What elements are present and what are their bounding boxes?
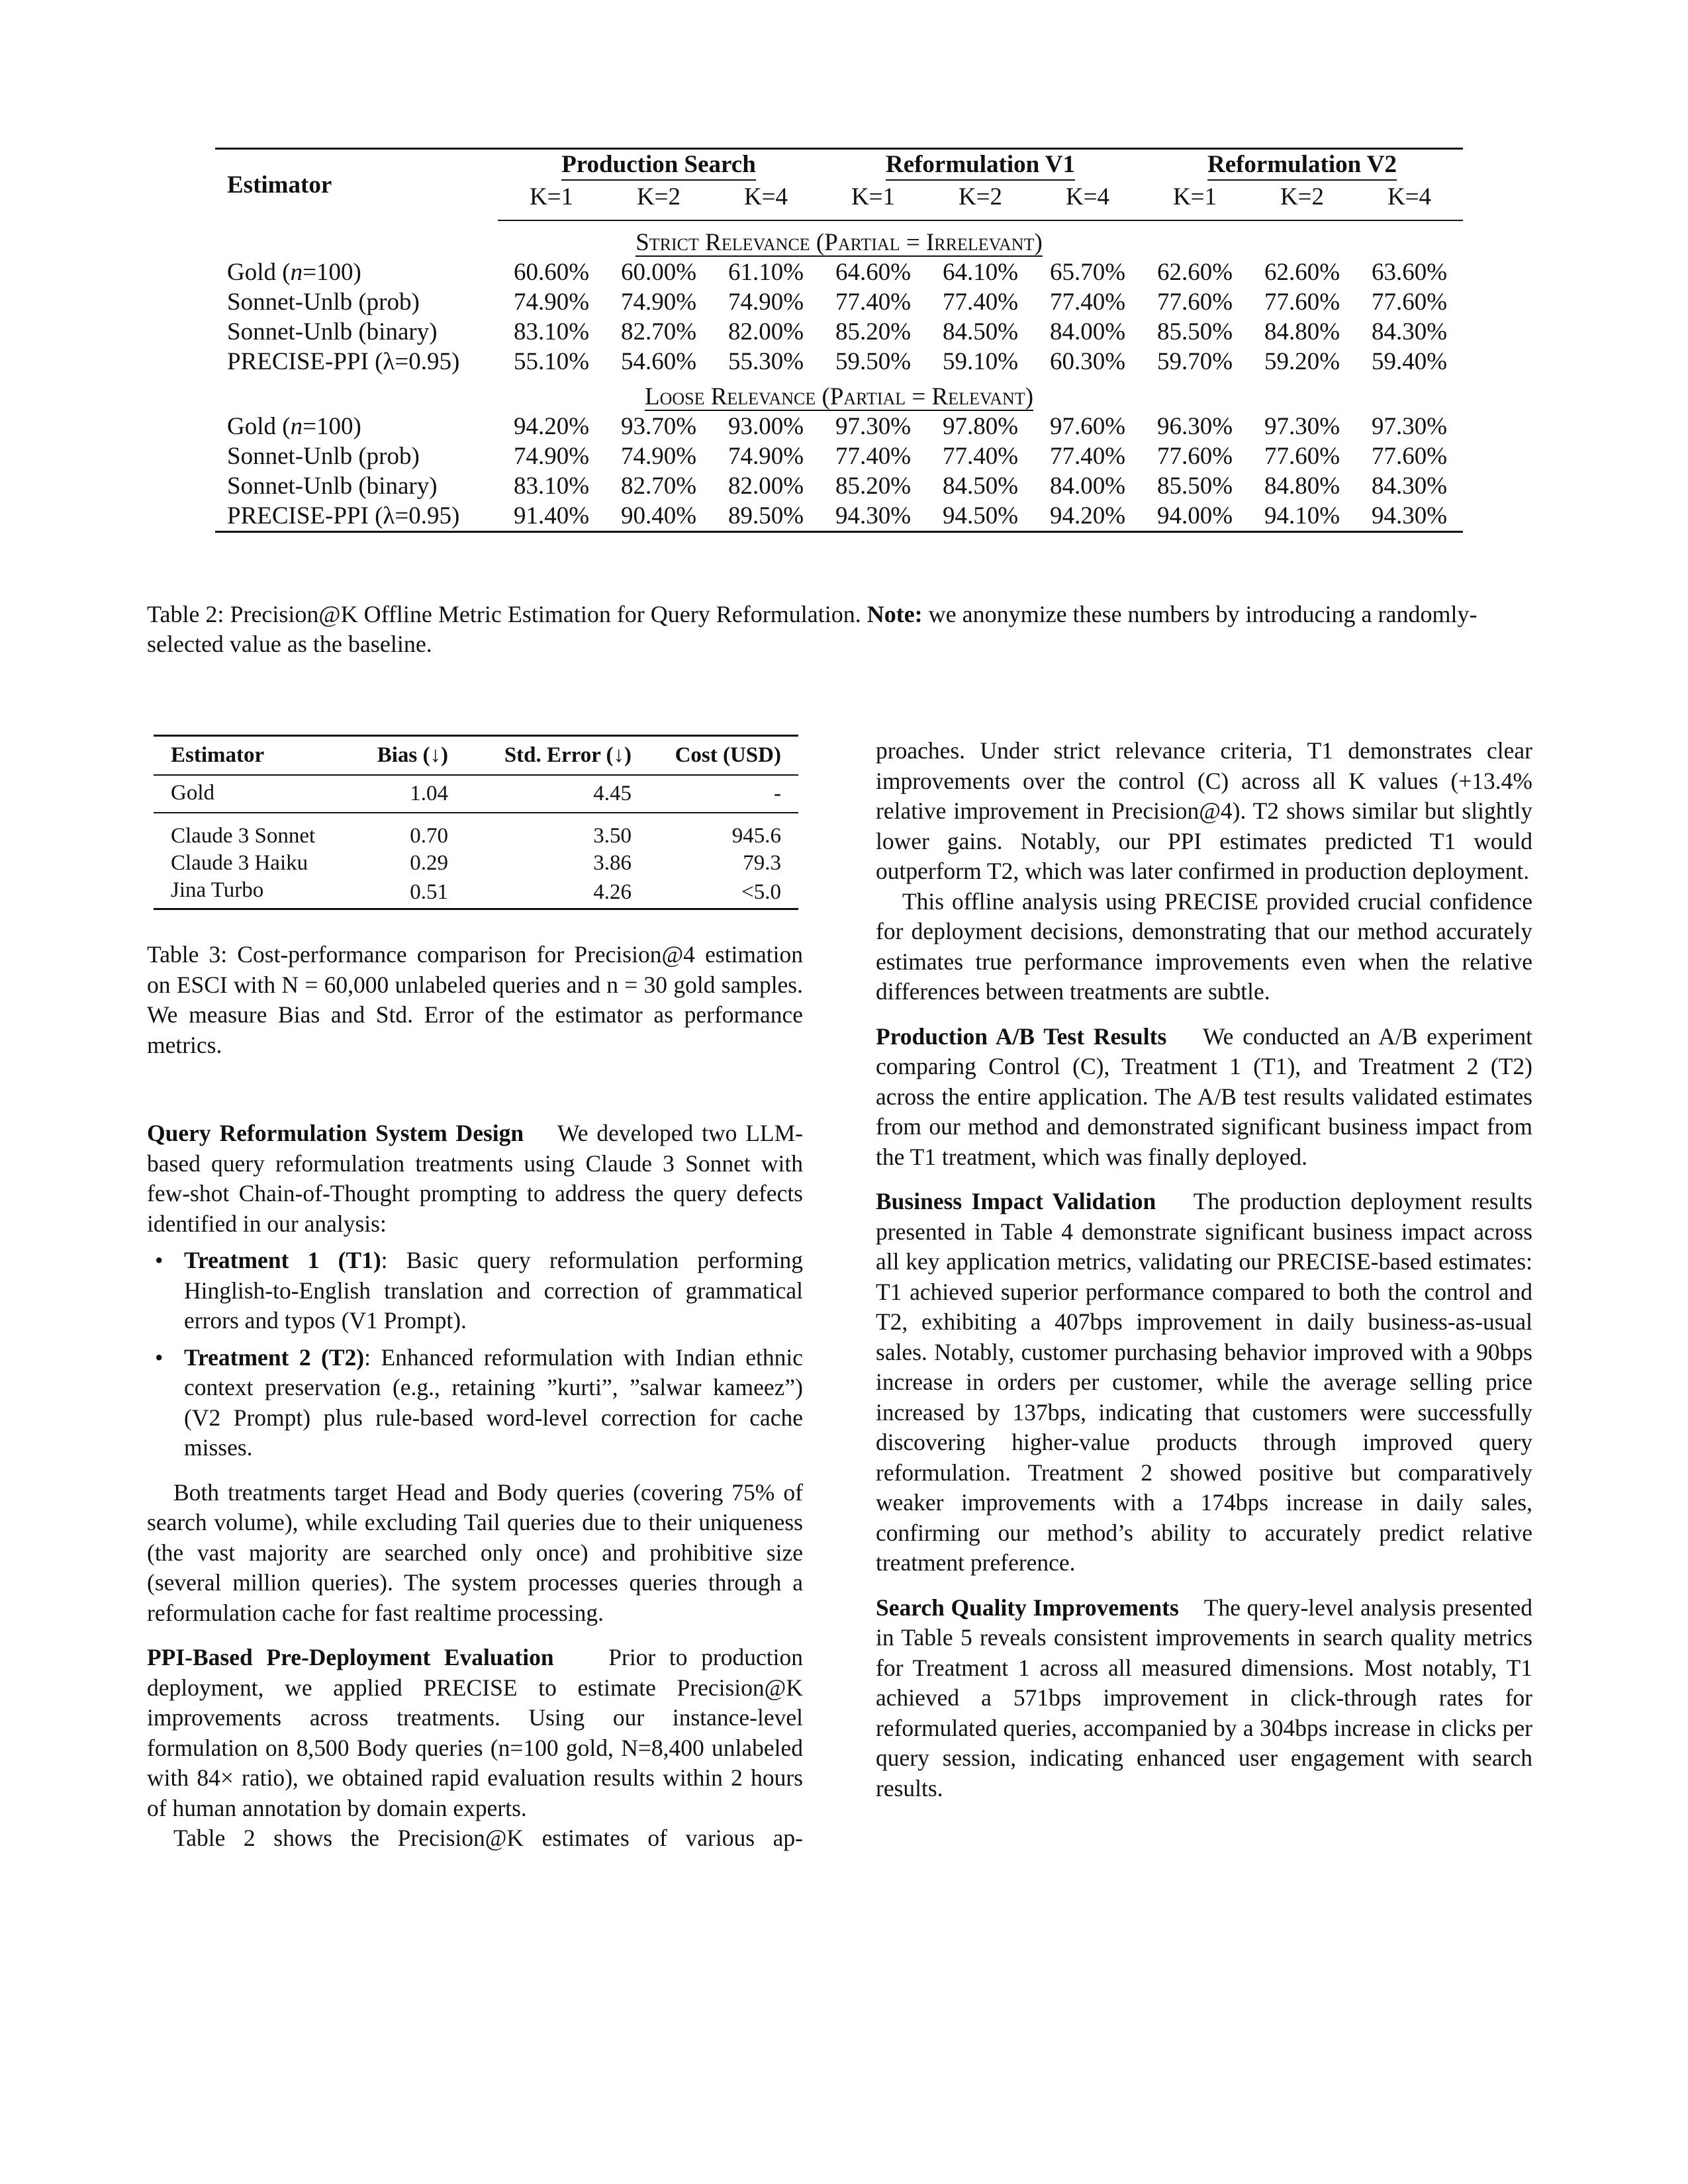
value-cell: 89.50% <box>712 501 820 532</box>
qr-heading: Query Reformulation System Design <box>147 1120 524 1146</box>
table2-paragraph: Table 2 shows the Precision@K estimates of various ap- <box>173 1825 803 1851</box>
k-label: K=1 <box>498 182 605 220</box>
group-header-reformulation-v2 <box>1141 149 1463 183</box>
table-header-row <box>215 149 1463 183</box>
value-cell: 93.00% <box>727 413 804 440</box>
section-title: Loose Relevance (Partial = Relevant) <box>644 383 1034 410</box>
left-column <box>147 1118 803 1854</box>
sq-paragraph <box>876 1593 1532 1804</box>
value-cell: 64.60% <box>835 259 912 286</box>
bias-header: Bias (↓) <box>359 736 448 776</box>
value-cell: 83.10% <box>513 318 590 345</box>
value-cell: 59.10% <box>942 348 1019 375</box>
biz-heading: Business Impact Validation <box>876 1188 1156 1214</box>
std-error-header: Std. Error (↓) <box>448 736 632 776</box>
bias-cell: 1.04 <box>359 775 448 813</box>
value-cell: 74.90% <box>513 443 590 470</box>
estimator-header: Estimator <box>154 736 359 776</box>
value-cell: 59.50% <box>835 348 912 375</box>
value-cell: 60.30% <box>1049 348 1126 375</box>
table-3 <box>154 735 798 910</box>
table-3-caption: Table 3: Cost-performance comparison for Precision@4 estimation on ESCI with N = 60,000 unlabeled queries and n = 30 gold samples. We measure Bias and Std. Error of the estimator as performance metrics. <box>147 941 803 1058</box>
table-row <box>215 412 1463 441</box>
ab-paragraph <box>876 1022 1532 1173</box>
value-cell: 77.60% <box>1264 289 1340 316</box>
caption-note: we anonymize these numbers by introducing a randomly-selected value as the baseline. <box>147 601 1477 657</box>
qr-text: We developed two LLM-based query reformulation treatments using Claude 3 Sonnet with few-shot Chain-of-Thought prompting to address the query defects identified in our analysis: <box>147 1120 803 1237</box>
k-label: K=2 <box>605 182 712 220</box>
value-cell: 77.40% <box>835 289 912 316</box>
table-row <box>215 317 1463 347</box>
value-cell: 65.70% <box>1049 259 1126 286</box>
value-cell: 94.50% <box>927 501 1034 532</box>
table-row <box>215 441 1463 471</box>
value-cell: 82.00% <box>727 318 804 345</box>
value-cell: 77.60% <box>1156 289 1233 316</box>
treatment-list <box>147 1246 803 1463</box>
value-cell: 59.20% <box>1264 348 1340 375</box>
group-header-label: Reformulation V1 <box>886 150 1075 181</box>
value-cell: 54.60% <box>620 348 697 375</box>
section-header-cell <box>215 220 1463 257</box>
table-row <box>154 775 798 813</box>
value-cell: 85.50% <box>1156 473 1233 500</box>
table-2-caption <box>147 600 1541 659</box>
ab-text: We conducted an A/B experiment comparing Control (C), Treatment 1 (T1), and Treatment 2 (T2) across the entire application. The A/B test results validated estimates from our method and demonstrated significant business impact from the T1 treatment, which was finally deployed. <box>876 1023 1532 1170</box>
group-header-label: Reformulation V2 <box>1207 150 1397 181</box>
cost-cell: - <box>632 775 798 813</box>
estimator-cell: Claude 3 Sonnet <box>171 824 316 848</box>
section-header-row <box>215 377 1463 412</box>
estimator-cell: Claude 3 Haiku <box>171 851 308 875</box>
both-treatments-paragraph: Both treatments target Head and Body queries (covering 75% of search volume), while excluding Tail queries due to their uniqueness (the vast majority are searched only once) and prohibitive size (several million queries). The system processes queries through a reformulation cache for fast realtime processing. <box>147 1479 803 1626</box>
table-row <box>215 257 1463 287</box>
bullet-icon: • <box>155 1343 164 1371</box>
std-error-cell: 4.26 <box>448 877 632 909</box>
value-cell: 63.60% <box>1371 259 1448 286</box>
value-cell: 84.50% <box>942 473 1019 500</box>
estimator-cell: Sonnet-Unlb (binary) <box>227 318 438 345</box>
value-cell: 62.60% <box>1156 259 1233 286</box>
table-row <box>215 347 1463 377</box>
value-cell: 94.10% <box>1248 501 1356 532</box>
value-cell: 94.30% <box>820 501 927 532</box>
bias-cell: 0.70 <box>410 824 448 848</box>
group-header-production-search <box>498 149 820 183</box>
sq-heading: Search Quality Improvements <box>876 1594 1179 1621</box>
k-label: K=1 <box>820 182 927 220</box>
table-row <box>154 850 798 877</box>
k-label: K=4 <box>1356 182 1463 220</box>
value-cell: 85.20% <box>835 473 912 500</box>
value-cell: 94.00% <box>1141 501 1248 532</box>
treatment-label: Treatment 2 (T2) <box>184 1343 365 1371</box>
value-cell: 74.90% <box>727 289 804 316</box>
treatment-text: : Basic query reformulation performing Hinglish-to-English translation and correction of grammatical errors and typos (V1 Prompt). <box>184 1247 803 1334</box>
value-cell: 84.30% <box>1371 318 1448 345</box>
value-cell: 61.10% <box>727 259 804 286</box>
value-cell: 91.40% <box>498 501 605 532</box>
cost-header: Cost (USD) <box>632 736 798 776</box>
k-label: K=1 <box>1141 182 1248 220</box>
table-3-header-row <box>154 736 798 776</box>
std-error-cell: 3.86 <box>593 851 632 875</box>
cost-cell: 945.6 <box>731 824 781 848</box>
value-cell: 82.00% <box>727 473 804 500</box>
table-2 <box>215 148 1463 533</box>
value-cell: 82.70% <box>620 473 697 500</box>
value-cell: 85.20% <box>835 318 912 345</box>
table-row <box>215 287 1463 317</box>
offline-paragraph: This offline analysis using PRECISE provided crucial confidence for deployment decisions, demonstrating that our method accurately estimates true performance improvements even when the relative differences between treatments are subtle. <box>876 887 1532 1005</box>
value-cell: 74.90% <box>513 289 590 316</box>
bias-cell: 0.29 <box>410 851 448 875</box>
value-cell: 94.20% <box>1034 501 1141 532</box>
estimator-cell: PRECISE-PPI (λ=0.95) <box>215 501 498 532</box>
value-cell: 62.60% <box>1264 259 1340 286</box>
bullet-icon: • <box>155 1247 164 1273</box>
table-row <box>215 501 1463 532</box>
value-cell: 59.40% <box>1371 348 1448 375</box>
value-cell: 77.40% <box>1049 443 1126 470</box>
value-cell: 97.30% <box>1264 413 1340 440</box>
value-cell: 97.80% <box>942 413 1019 440</box>
std-error-cell: 4.45 <box>448 775 632 813</box>
group-header-label: Production Search <box>561 150 756 181</box>
biz-text: The production deployment results presented in Table 4 demonstrate significant business impact across all key application metrics, validating our PRECISE-based estimates: T1 achieved superior performance compared to both the control and T2, exhibiting a 407bps improvement in daily business-as-usual sales. Notably, customer purchasing behavior improved with a 90bps increase in orders per customer, while the average selling price increased by 137bps, indicating that customers were successfully discovering higher-value products through improved query reformulation. Treatment 2 showed positive but comparatively weaker improvements with a 174bps increase in daily sales, confirming our method’s ability to accurately predict relative treatment preference. <box>876 1188 1533 1576</box>
value-cell: 77.60% <box>1264 443 1340 470</box>
treatment-label: Treatment 1 (T1) <box>184 1247 381 1273</box>
section-title: Strict Relevance (Partial = Irrelevant) <box>635 229 1043 256</box>
table-row <box>154 813 798 850</box>
value-cell: 94.20% <box>513 413 590 440</box>
treatment-text: : Enhanced reformulation with Indian ethnic context preservation (e.g., retaining ”kurti”, ”salwar kameez”) (V2 Prompt) plus rule-based word-level correction for cache misses. <box>184 1343 804 1461</box>
value-cell: 97.60% <box>1049 413 1126 440</box>
value-cell: 84.00% <box>1049 473 1126 500</box>
value-cell: 84.00% <box>1049 318 1126 345</box>
value-cell: 77.40% <box>1049 289 1126 316</box>
section-header-row <box>215 220 1463 257</box>
section-header-cell <box>215 377 1463 412</box>
list-item <box>147 1246 803 1336</box>
value-cell: 64.10% <box>942 259 1019 286</box>
biz-paragraph <box>876 1187 1532 1578</box>
list-item <box>147 1343 803 1463</box>
table-row <box>215 471 1463 501</box>
ppi-heading: PPI-Based Pre-Deployment Evaluation <box>147 1644 554 1670</box>
value-cell: 96.30% <box>1156 413 1233 440</box>
ab-heading: Production A/B Test Results <box>876 1023 1167 1050</box>
ppi-text: Prior to production deployment, we applied PRECISE to estimate Precision@K improvements across treatments. Using our instance-level formulation on 8,500 Body queries (n=100 gold, N=8,400 unlabeled with 84× ratio), we obtained rapid evaluation results within 2 hours of human annotation by domain experts. <box>147 1644 803 1821</box>
value-cell: 84.50% <box>942 318 1019 345</box>
value-cell: 55.30% <box>727 348 804 375</box>
value-cell: 82.70% <box>620 318 697 345</box>
value-cell: 74.90% <box>620 443 697 470</box>
value-cell: 84.80% <box>1264 473 1340 500</box>
caption-text: Table 2: Precision@K Offline Metric Estimation for Query Reformulation. <box>147 601 861 627</box>
value-cell: 77.60% <box>1371 289 1448 316</box>
k-label: K=2 <box>927 182 1034 220</box>
ppi-paragraph <box>147 1643 803 1823</box>
estimator-cell: Gold (n=100) <box>227 413 361 440</box>
estimator-cell: Sonnet-Unlb (prob) <box>227 443 420 470</box>
bias-cell: 0.51 <box>359 877 448 909</box>
continuation-paragraph: proaches. Under strict relevance criteria, T1 demonstrates clear improvements over the control (C) across all K values (+13.4% relative improvement in Precision@4). T2 shows similar but slightly lower gains. Notably, our PPI estimates predicted T1 would outperform T2, which was later confirmed in production deployment. <box>876 737 1532 884</box>
value-cell: 97.30% <box>835 413 912 440</box>
estimator-cell: PRECISE-PPI (λ=0.95) <box>227 348 460 375</box>
qr-paragraph <box>147 1118 803 1239</box>
k-label: K=4 <box>712 182 820 220</box>
estimator-cell: Jina Turbo <box>154 877 359 909</box>
std-error-cell: 3.50 <box>593 824 632 848</box>
table-2-body <box>215 220 1463 532</box>
value-cell: 84.80% <box>1264 318 1340 345</box>
value-cell: 97.30% <box>1371 413 1448 440</box>
cost-cell: <5.0 <box>632 877 798 909</box>
value-cell: 90.40% <box>605 501 712 532</box>
estimator-cell: Gold (n=100) <box>227 259 361 286</box>
value-cell: 74.90% <box>727 443 804 470</box>
k-label: K=2 <box>1248 182 1356 220</box>
value-cell: 93.70% <box>620 413 697 440</box>
value-cell: 77.40% <box>835 443 912 470</box>
value-cell: 85.50% <box>1156 318 1233 345</box>
cost-cell: 79.3 <box>743 851 781 875</box>
value-cell: 77.60% <box>1371 443 1448 470</box>
estimator-cell: Sonnet-Unlb (binary) <box>227 473 438 500</box>
value-cell: 60.60% <box>513 259 590 286</box>
value-cell: 74.90% <box>620 289 697 316</box>
value-cell: 55.10% <box>513 348 590 375</box>
value-cell: 59.70% <box>1156 348 1233 375</box>
table-row <box>154 877 798 909</box>
value-cell: 77.60% <box>1156 443 1233 470</box>
value-cell: 94.30% <box>1356 501 1463 532</box>
estimator-cell: Gold <box>154 775 359 813</box>
estimator-header: Estimator <box>215 149 498 221</box>
group-header-reformulation-v1 <box>820 149 1141 183</box>
sq-text: The query-level analysis presented in Table 5 reveals consistent improvements in search quality metrics for Treatment 1 across all measured dimensions. Most notably, T1 achieved a 571bps improvement in click-through rates for reformulated queries, accompanied by a 304bps increase in clicks per query session, indicating enhanced user engagement with search results. <box>876 1594 1532 1801</box>
value-cell: 77.40% <box>942 289 1019 316</box>
estimator-cell: Sonnet-Unlb (prob) <box>227 289 420 316</box>
caption-note-label: Note: <box>867 601 923 627</box>
value-cell: 77.40% <box>942 443 1019 470</box>
value-cell: 83.10% <box>513 473 590 500</box>
value-cell: 60.00% <box>620 259 697 286</box>
value-cell: 84.30% <box>1371 473 1448 500</box>
k-label: K=4 <box>1034 182 1141 220</box>
right-column <box>876 736 1532 1803</box>
